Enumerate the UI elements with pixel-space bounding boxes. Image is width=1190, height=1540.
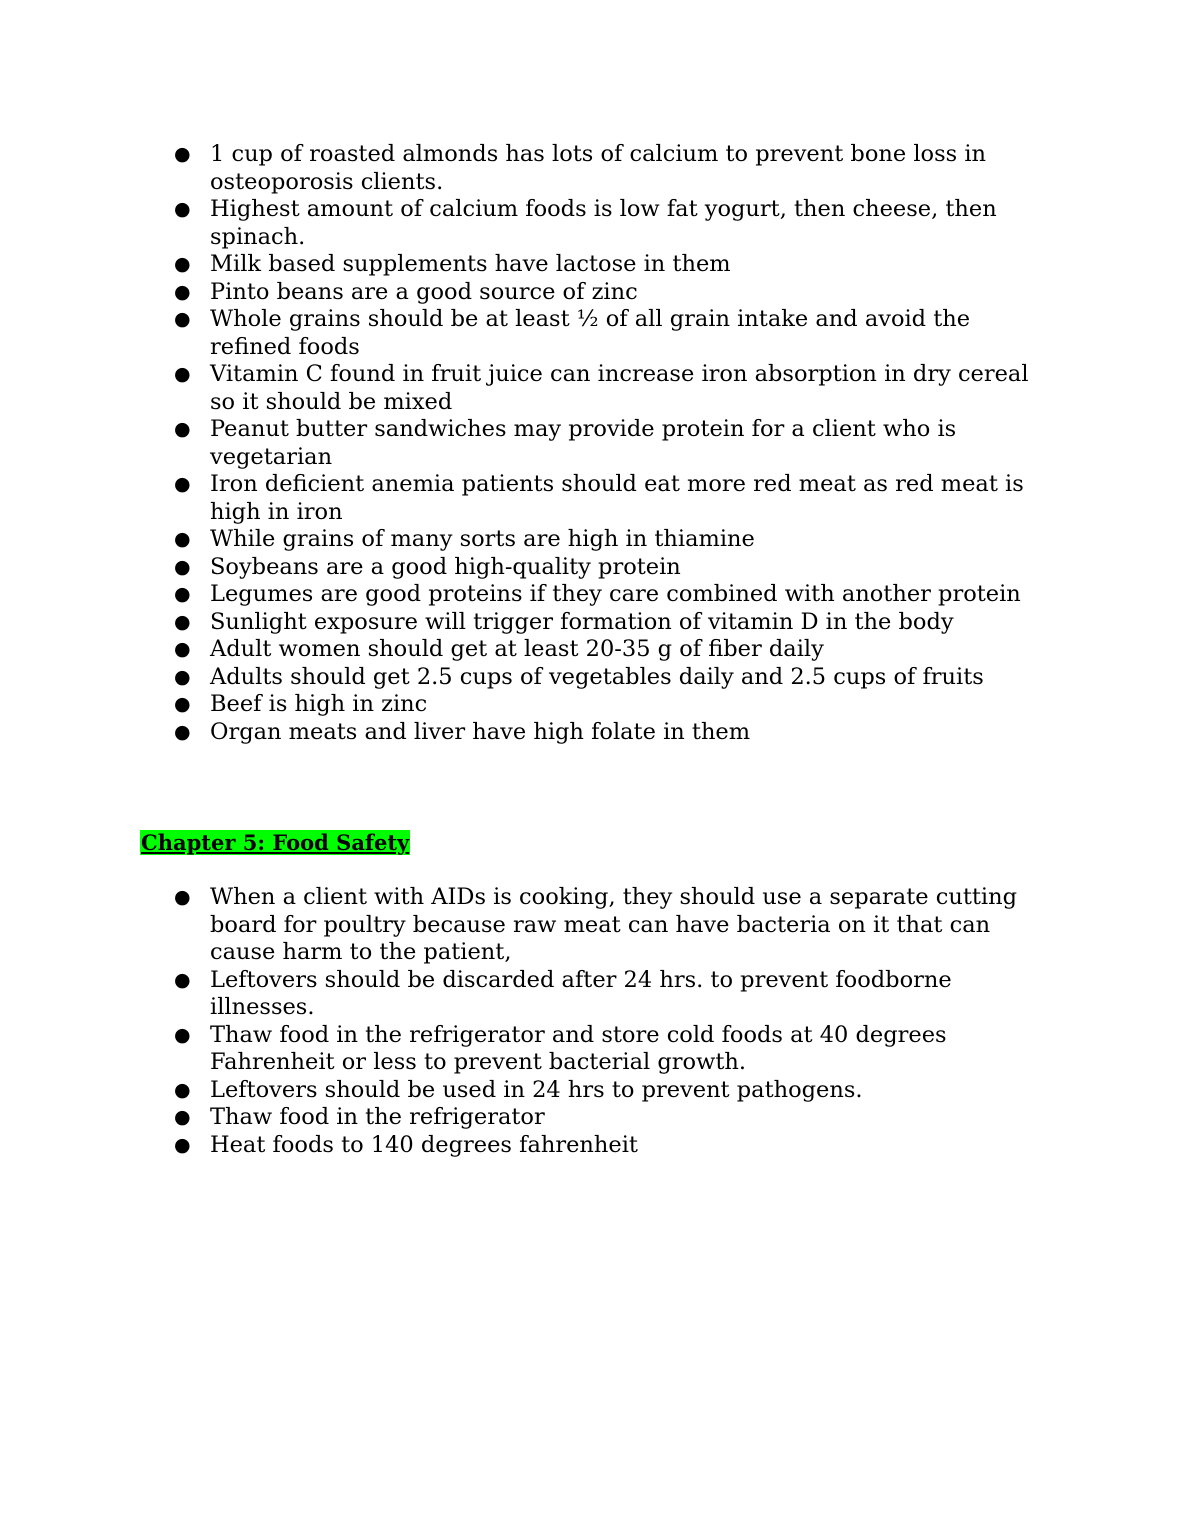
list-item — [174, 361, 1044, 416]
list-item — [174, 416, 1044, 471]
list-item — [174, 581, 1044, 609]
list-item — [174, 196, 1044, 251]
list-item — [174, 1022, 1044, 1077]
list-item-text: Iron deficient anemia patients should eat more red meat as red meat is high in iron — [210, 471, 1024, 525]
list-item — [174, 1132, 1044, 1160]
list-item — [174, 526, 1044, 554]
list-item — [174, 251, 1044, 279]
list-item-text: Beef is high in zinc — [210, 691, 428, 717]
bullet-icon: ● — [174, 528, 191, 550]
list-item-text: Adult women should get at least 20-35 g of fiber daily — [210, 636, 824, 662]
bullet-icon: ● — [174, 555, 191, 578]
list-item — [174, 279, 1044, 307]
bullet-icon: ● — [174, 363, 191, 385]
bullet-icon: ● — [174, 198, 191, 220]
list-item — [174, 664, 1044, 692]
bullet-icon: ● — [174, 720, 191, 743]
list-item-text: Leftovers should be used in 24 hrs to prevent pathogens. — [210, 1076, 863, 1103]
list-item — [174, 609, 1044, 637]
bullet-icon: ● — [174, 886, 191, 908]
chapter-5-heading — [140, 829, 410, 856]
list-item-text: Sunlight exposure will trigger formation of vitamin D in the body — [210, 608, 954, 635]
bullet-icon: ● — [174, 1023, 191, 1046]
list-item-text: Adults should get 2.5 cups of vegetables daily and 2.5 cups of fruits — [210, 663, 984, 690]
bullet-icon: ● — [174, 1133, 191, 1156]
list-item-text: Heat foods to 140 degrees fahrenheit — [210, 1131, 638, 1158]
bullet-icon: ● — [174, 473, 191, 495]
nutrition-bullet-list — [174, 141, 1044, 746]
food-safety-bullet-list — [174, 884, 1044, 1159]
list-item — [174, 691, 1044, 719]
list-item-text: Peanut butter sandwiches may provide protein for a client who is vegetarian — [210, 416, 957, 470]
list-item-text: While grains of many sorts are high in thiamine — [210, 526, 755, 552]
list-item — [174, 471, 1044, 526]
list-item — [174, 1077, 1044, 1105]
bullet-icon: ● — [174, 693, 191, 715]
bullet-icon: ● — [174, 665, 191, 688]
list-item — [174, 1104, 1044, 1132]
bullet-icon: ● — [174, 280, 191, 303]
list-item-text: When a client with AIDs is cooking, they should use a separate cutting board for poultry because raw meat can have bacteria on it that can cause harm to the patient, — [210, 884, 1018, 965]
list-item-text: Soybeans are a good high-quality protein — [210, 553, 681, 580]
list-item-text: Milk based supplements have lactose in them — [210, 251, 731, 277]
list-item-text: Vitamin C found in fruit juice can increase iron absorption in dry cereal so it should be mixed — [210, 361, 1029, 415]
list-item — [174, 306, 1044, 361]
list-item-text: Thaw food in the refrigerator — [210, 1104, 545, 1130]
bullet-icon: ● — [174, 1078, 191, 1101]
bullet-icon: ● — [174, 308, 191, 330]
list-item-text: Organ meats and liver have high folate in them — [210, 718, 751, 745]
list-item-text: Legumes are good proteins if they care combined with another protein — [210, 581, 1021, 607]
list-item-text: Highest amount of calcium foods is low fat yogurt, then cheese, then spinach. — [210, 196, 997, 250]
bullet-icon: ● — [174, 583, 191, 605]
bullet-icon: ● — [174, 638, 191, 660]
list-item-text: Leftovers should be discarded after 24 hrs. to prevent foodborne illnesses. — [210, 966, 952, 1020]
list-item — [174, 554, 1044, 582]
list-item-text: 1 cup of roasted almonds has lots of calcium to prevent bone loss in osteoporosis clients. — [210, 141, 987, 195]
list-item — [174, 141, 1044, 196]
bullet-icon: ● — [174, 968, 191, 991]
bullet-icon: ● — [174, 1106, 191, 1128]
list-item — [174, 719, 1044, 747]
bullet-icon: ● — [174, 253, 191, 275]
bullet-icon: ● — [174, 610, 191, 633]
list-item-text: Whole grains should be at least ½ of all grain intake and avoid the refined foods — [210, 306, 971, 360]
bullet-icon: ● — [174, 143, 191, 165]
list-item — [174, 636, 1044, 664]
list-item — [174, 884, 1044, 967]
list-item-text: Thaw food in the refrigerator and store cold foods at 40 degrees Fahrenheit or less to prevent bacterial growth. — [210, 1021, 947, 1075]
chapter-5-heading-text: Chapter 5: Food Safety — [141, 830, 410, 855]
bullet-icon: ● — [174, 418, 191, 440]
list-item-text: Pinto beans are a good source of zinc — [210, 278, 638, 305]
list-item — [174, 967, 1044, 1022]
